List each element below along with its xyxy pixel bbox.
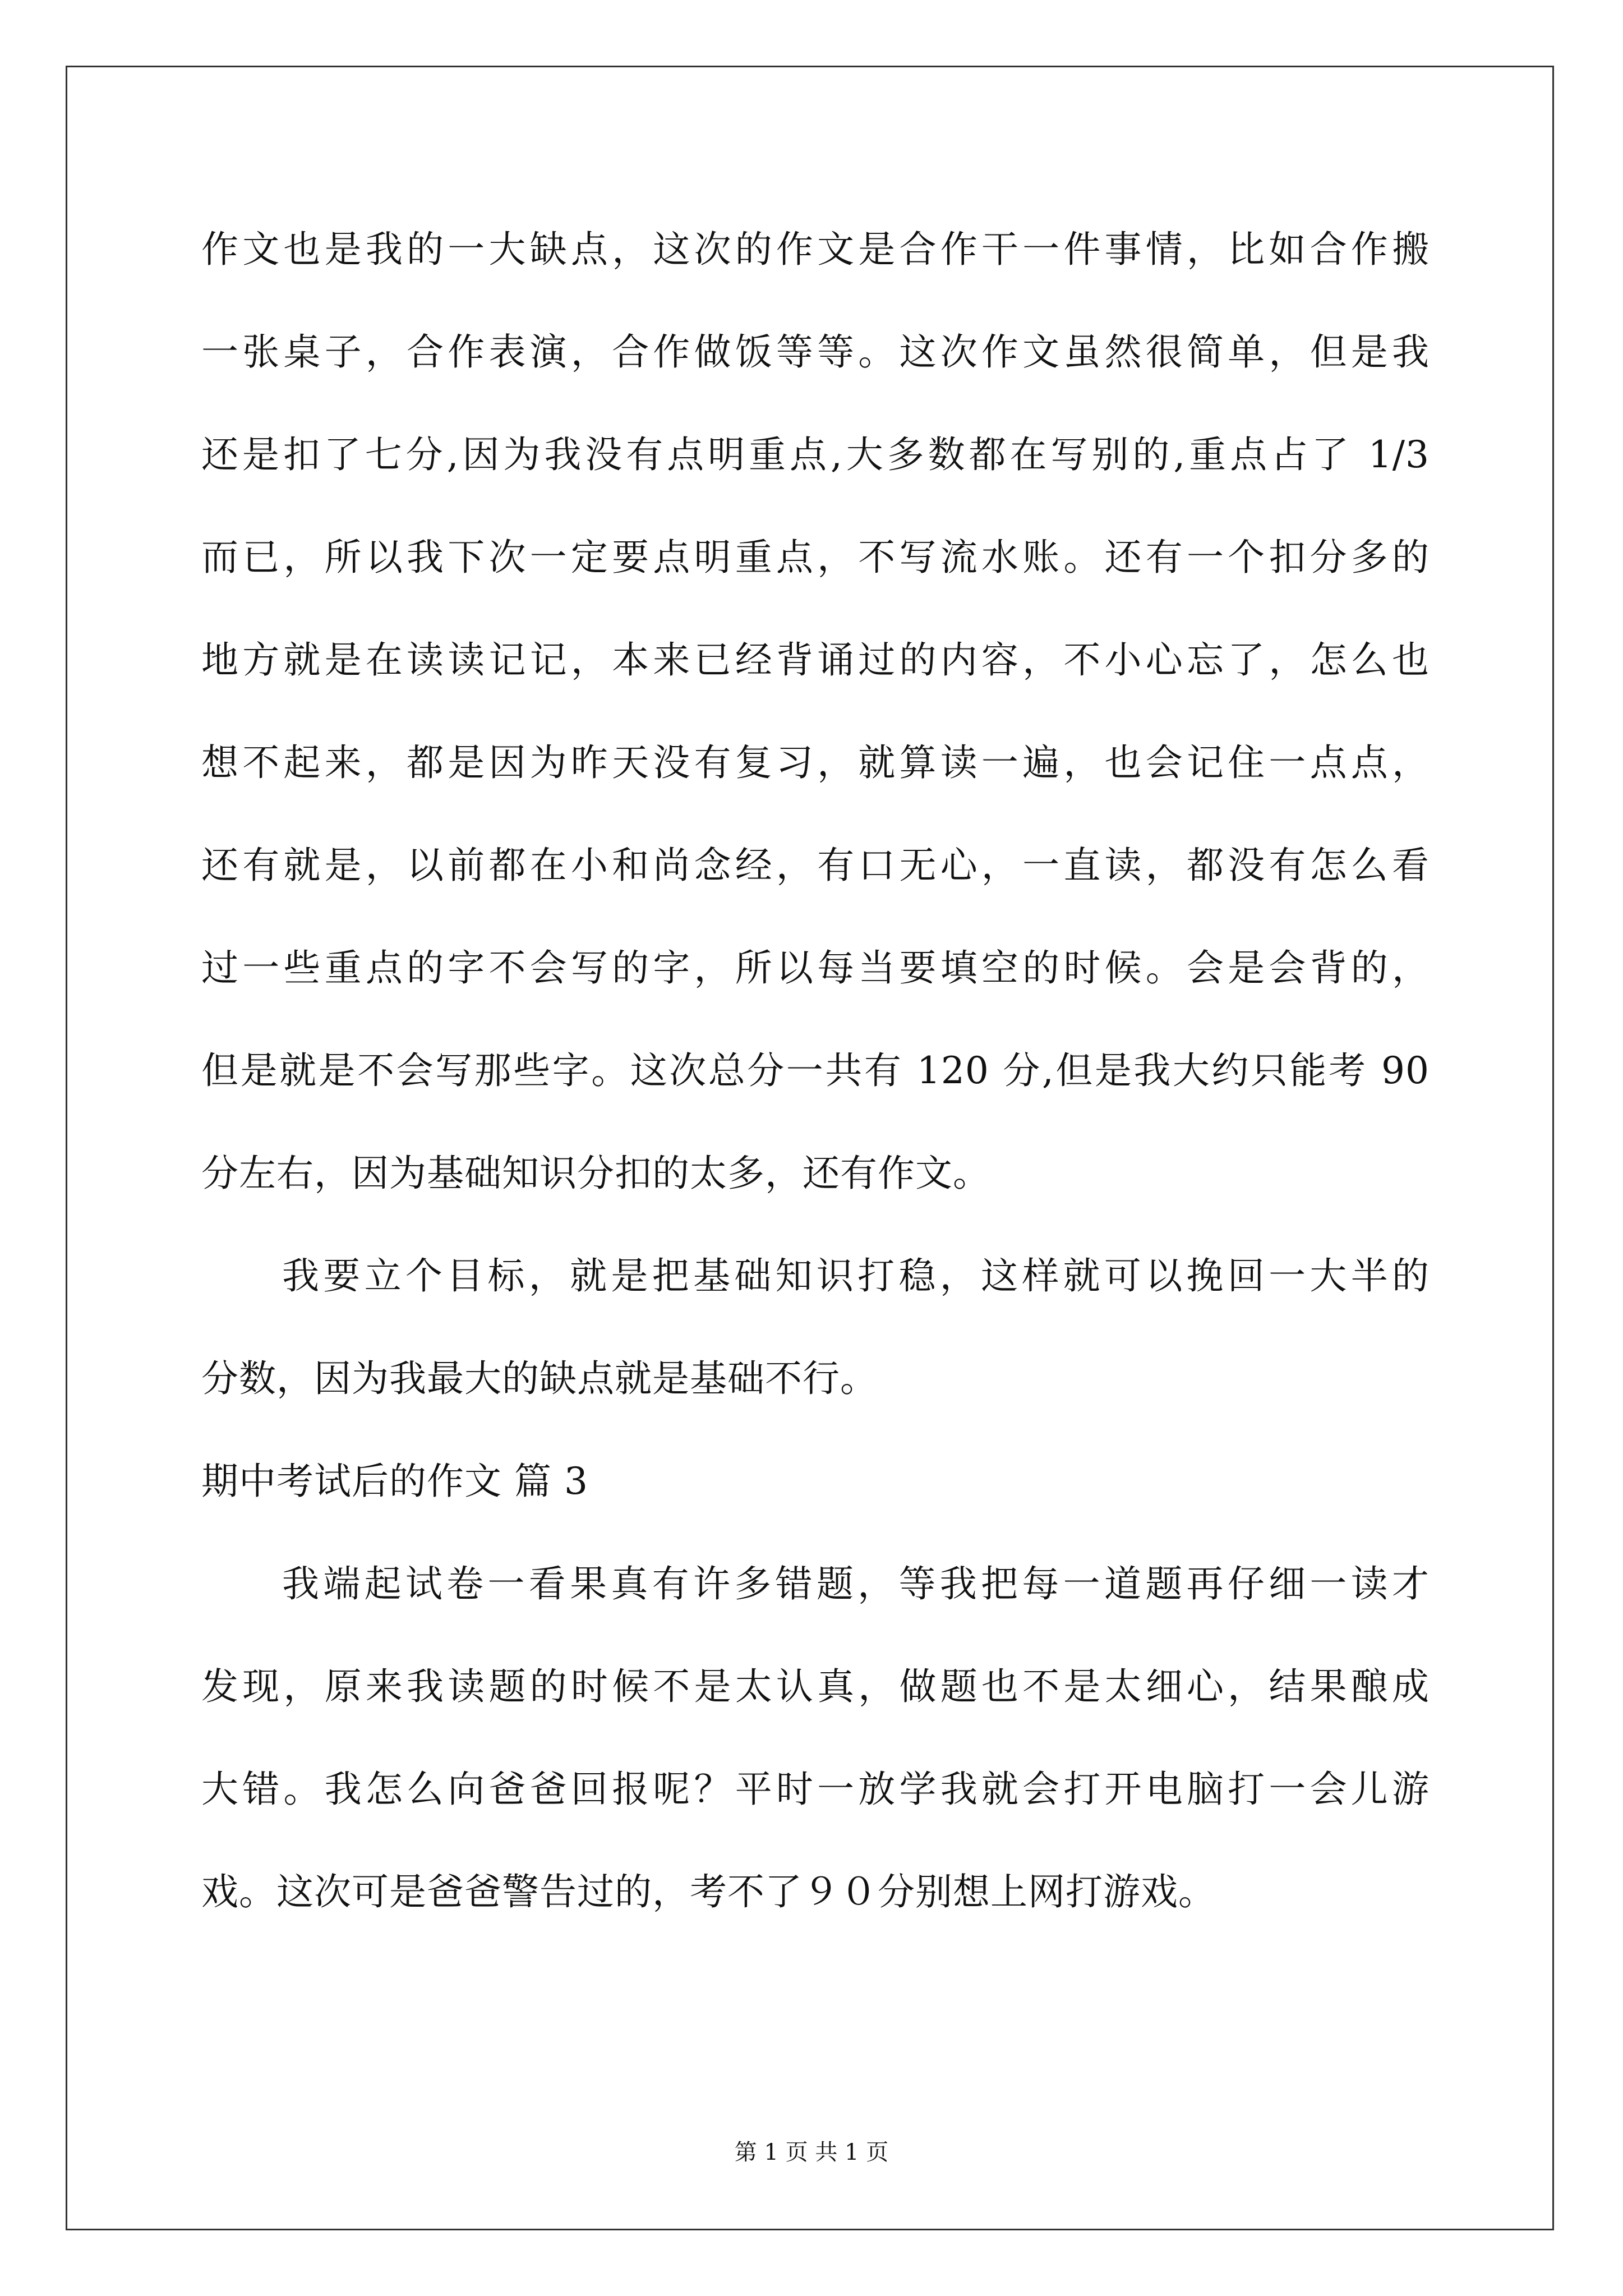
text-line: 分左右，因为基础知识分扣的太多，还有作文。 <box>201 1152 990 1195</box>
text-line: 还是扣了七分,因为我没有点明重点,大多数都在写别的,重点占了 1/3 <box>201 433 1430 476</box>
text-line: 戏。这次可是爸爸警告过的，考不了９０分别想上网打游戏。 <box>201 1870 1216 1913</box>
text-line: 作文也是我的一大缺点，这次的作文是合作干一件事情，比如合作搬 <box>201 228 1430 271</box>
text-line: 我端起试卷一看果真有许多错题，等我把每一道题再仔细一读才 <box>282 1562 1430 1605</box>
text-line: 还有就是，以前都在小和尚念经，有口无心，一直读，都没有怎么看 <box>201 844 1430 887</box>
text-line: 过一些重点的字不会写的字，所以每当要填空的时候。会是会背的， <box>201 946 1430 990</box>
text-line: 发现，原来我读题的时候不是太认真，做题也不是太细心，结果酿成 <box>201 1665 1430 1708</box>
text-line: 大错。我怎么向爸爸回报呢？平时一放学我就会打开电脑打一会儿游 <box>201 1768 1430 1811</box>
section-heading: 期中考试后的作文 篇 3 <box>201 1460 588 1503</box>
text-line: 地方就是在读读记记，本来已经背诵过的内容，不小心忘了，怎么也 <box>201 638 1430 682</box>
text-line: 但是就是不会写那些字。这次总分一共有 120 分,但是我大约只能考 90 <box>201 1049 1430 1092</box>
page-footer: 第 1 页 共 1 页 <box>734 2139 889 2165</box>
text-line: 想不起来，都是因为昨天没有复习，就算读一遍，也会记住一点点， <box>201 741 1430 784</box>
text-line: 一张桌子，合作表演，合作做饭等等。这次作文虽然很简单，但是我 <box>201 330 1430 374</box>
text-line: 分数，因为我最大的缺点就是基础不行。 <box>201 1357 878 1400</box>
text-line: 而已，所以我下次一定要点明重点，不写流水账。还有一个扣分多的 <box>201 536 1430 579</box>
text-line: 我要立个目标，就是把基础知识打稳，这样就可以挽回一大半的 <box>282 1254 1430 1297</box>
